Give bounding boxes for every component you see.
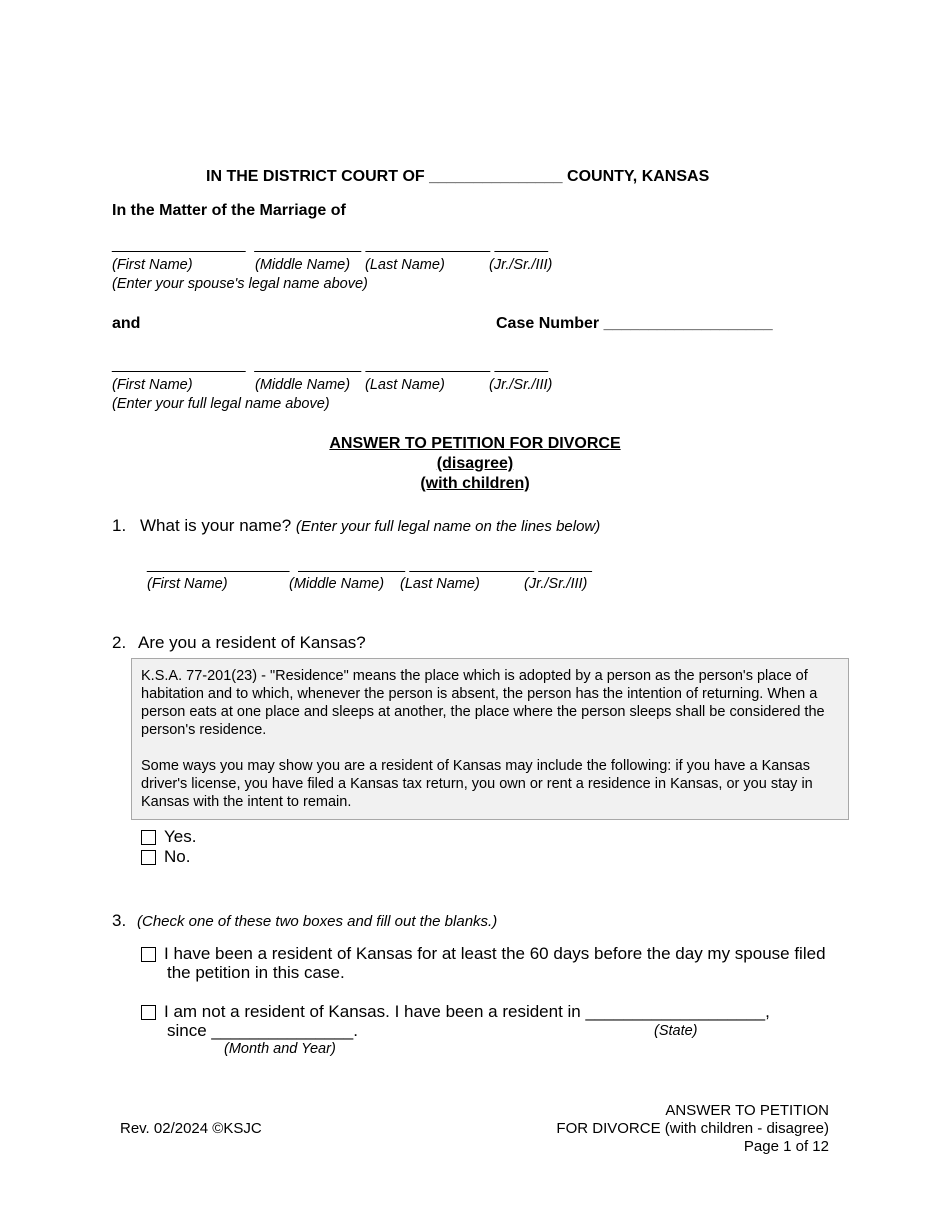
- resident-60-days-line1: I have been a resident of Kansas for at least the 60 days before the day my spouse filed: [164, 944, 826, 963]
- not-resident-checkbox[interactable]: [141, 1005, 156, 1020]
- your-last-name-label: (Last Name): [365, 377, 445, 393]
- q1-instruction: (Enter your full legal name on the lines below): [295, 518, 601, 535]
- q3-number: 3.: [112, 911, 127, 930]
- matter-heading: In the Matter of the Marriage of: [112, 202, 346, 219]
- q1-name-lines[interactable]: ________________ ____________ ______________ ______: [147, 556, 592, 573]
- spouse-first-name-label: (First Name): [112, 257, 193, 273]
- spouse-name-instruction: (Enter your spouse's legal name above): [112, 276, 368, 292]
- not-resident-line1[interactable]: I am not a resident of Kansas. I have been a resident in ___________________,: [164, 1002, 770, 1021]
- page-number: Page 1 of 12: [743, 1138, 829, 1155]
- spouse-middle-name-label: (Middle Name): [255, 257, 351, 273]
- and-label: and: [112, 315, 141, 332]
- q1-first-name-label: (First Name): [147, 576, 228, 592]
- spouse-name-lines[interactable]: _______________ ____________ ______________ ______: [112, 236, 549, 253]
- not-resident-since-line[interactable]: since _______________.: [167, 1021, 358, 1040]
- case-number-field[interactable]: Case Number ___________________: [496, 315, 773, 332]
- revision-note: Rev. 02/2024 ©KSJC: [120, 1120, 262, 1137]
- your-middle-name-label: (Middle Name): [255, 377, 351, 393]
- no-checkbox[interactable]: [141, 850, 156, 865]
- no-label: No.: [164, 847, 191, 866]
- spouse-suffix-label: (Jr./Sr./III): [489, 257, 553, 273]
- document-subtitle-disagree: (disagree): [436, 455, 514, 472]
- your-name-lines[interactable]: _______________ ____________ ______________ ______: [112, 356, 549, 373]
- state-label: (State): [654, 1023, 698, 1039]
- court-heading: IN THE DISTRICT COURT OF _______________ COUNTY, KANSAS: [206, 168, 710, 185]
- q2-number: 2.: [112, 633, 127, 652]
- q1-question: [140, 516, 600, 536]
- q1-last-name-label: (Last Name): [400, 576, 480, 592]
- q1-number: 1.: [112, 516, 127, 535]
- q1-suffix-label: (Jr./Sr./III): [524, 576, 588, 592]
- document-title: ANSWER TO PETITION FOR DIVORCE: [329, 435, 621, 452]
- your-name-instruction: (Enter your full legal name above): [112, 396, 330, 412]
- spouse-last-name-label: (Last Name): [365, 257, 445, 273]
- document-subtitle-children: (with children): [420, 475, 530, 492]
- q2-question: Are you a resident of Kansas?: [138, 633, 366, 652]
- residence-definition: K.S.A. 77-201(23) - "Residence" means the place which is adopted by a person as the person's place of habitation and to which, whenever the person is absent, the person has the intention of returning. When a person eats at one place and sleeps at another, the place where the person sleeps shall be considered the person's residence.: [141, 668, 825, 738]
- your-suffix-label: (Jr./Sr./III): [489, 377, 553, 393]
- yes-label: Yes.: [164, 827, 197, 846]
- month-year-label: (Month and Year): [224, 1041, 336, 1057]
- q1-middle-name-label: (Middle Name): [289, 576, 385, 592]
- yes-checkbox[interactable]: [141, 830, 156, 845]
- resident-60-days-line2: the petition in this case.: [167, 963, 345, 982]
- your-first-name-label: (First Name): [112, 377, 193, 393]
- footer-form-title-line2: FOR DIVORCE (with children - disagree): [556, 1120, 829, 1137]
- footer-form-title-line1: ANSWER TO PETITION: [665, 1102, 829, 1119]
- resident-60-days-checkbox[interactable]: [141, 947, 156, 962]
- q1-question-text: What is your name?: [140, 516, 292, 535]
- residence-info-box: [131, 658, 849, 820]
- residence-proof-info: Some ways you may show you are a resident of Kansas may include the following: if you have a Kansas driver's license, you have filed a Kansas tax return, you own or rent a residence in Kansas, or you stay in Kansas with the intent to remain.: [141, 758, 813, 810]
- q3-instruction: (Check one of these two boxes and fill out the blanks.): [137, 913, 498, 930]
